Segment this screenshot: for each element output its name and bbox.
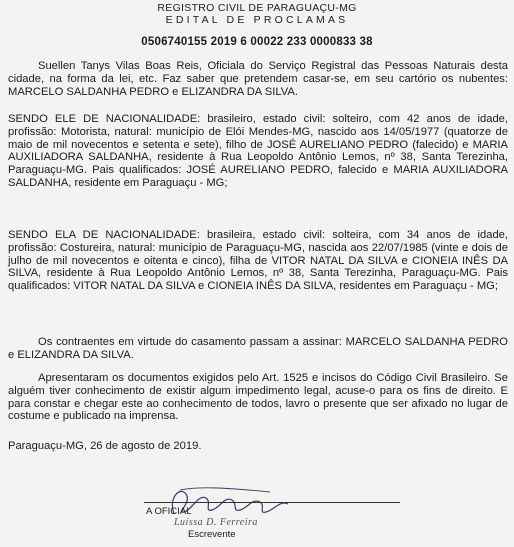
registry-code: 0506740155 2019 6 00022 233 0000833 38 [141, 36, 373, 48]
registry-title: REGISTRO CIVIL DE PARAGUAÇU-MG [157, 2, 357, 14]
signing-paragraph: Os contraentes em virtude do casamento passam a assinar: MARCELO SALDANHA PEDRO e ELIZANDRA DA SILVA. [8, 336, 508, 361]
signature-role: Escrevente [188, 529, 236, 540]
date-line: Paraguaçu-MG, 26 de agosto de 2019. [8, 440, 202, 452]
bride-paragraph: SENDO ELA DE NACIONALIDADE: brasileira, estado civil: solteira, com 34 anos de idade, profissão: Costureira, natural: município de Paraguaçu-MG, nascida aos 22/07/1985 (vinte e dois de julho de mil novecentos e oitenta e cinco), filha de VITOR NATAL DA SILVA e CIONEIA INÊS DA SILVA, residente à Rua Leopoldo Antônio Lemos, nº 38, Santa Terezinha, Paraguaçu-MG. Pais qualificados: VITOR NATAL DA SILVA e CIONEIA INÊS DA SILVA, residentes em Paraguaçu - MG; [8, 229, 508, 293]
documents-paragraph: Apresentaram os documentos exigidos pelo Art. 1525 e incisos do Código Civil Brasileiro. Se alguém tiver conhecimento de existir algum impedimento legal, acuse-o para os fins de direito. E para constar e chegar este ao conhecimento de todos, lavro o presente que ser afixado no lugar de costume e publicado na imprensa. [8, 372, 508, 423]
signature-label: A OFICIAL [146, 506, 192, 517]
groom-paragraph: SENDO ELE DE NACIONALIDADE: brasileiro, estado civil: solteiro, com 42 anos de idade, profissão: Motorista, natural: município de Elói Mendes-MG, nascido aos 14/05/1977 (quatorze de maio de mil novecentos e setenta e sete), filho de JOSÉ AURELIANO PEDRO (falecido) e MARIA AUXILIADORA SALDANHA, residente à Rua Leopoldo Antônio Lemos, nº 38, Santa Terezinha, Paraguaçu-MG. Pais qualificados: JOSÉ AURELIANO PEDRO, falecido e MARIA AUXILIADORA SALDANHA, residente em Paraguaçu - MG; [8, 113, 508, 189]
edital-title: EDITAL DE PROCLAMAS [165, 14, 349, 26]
signature-line [144, 502, 400, 503]
intro-paragraph: Suellen Tanys Vilas Boas Reis, Oficiala do Serviço Registral das Pessoas Naturais desta cidade, na forma da lei, etc. Faz saber que pretendem casar-se, em seu cartório os nubentes: MARCELO SALDANHA PEDRO e ELIZANDRA DA SILVA. [8, 60, 508, 98]
signature-stamp-name: Luíssa D. Ferreira [174, 517, 258, 528]
signature-block [140, 484, 400, 547]
